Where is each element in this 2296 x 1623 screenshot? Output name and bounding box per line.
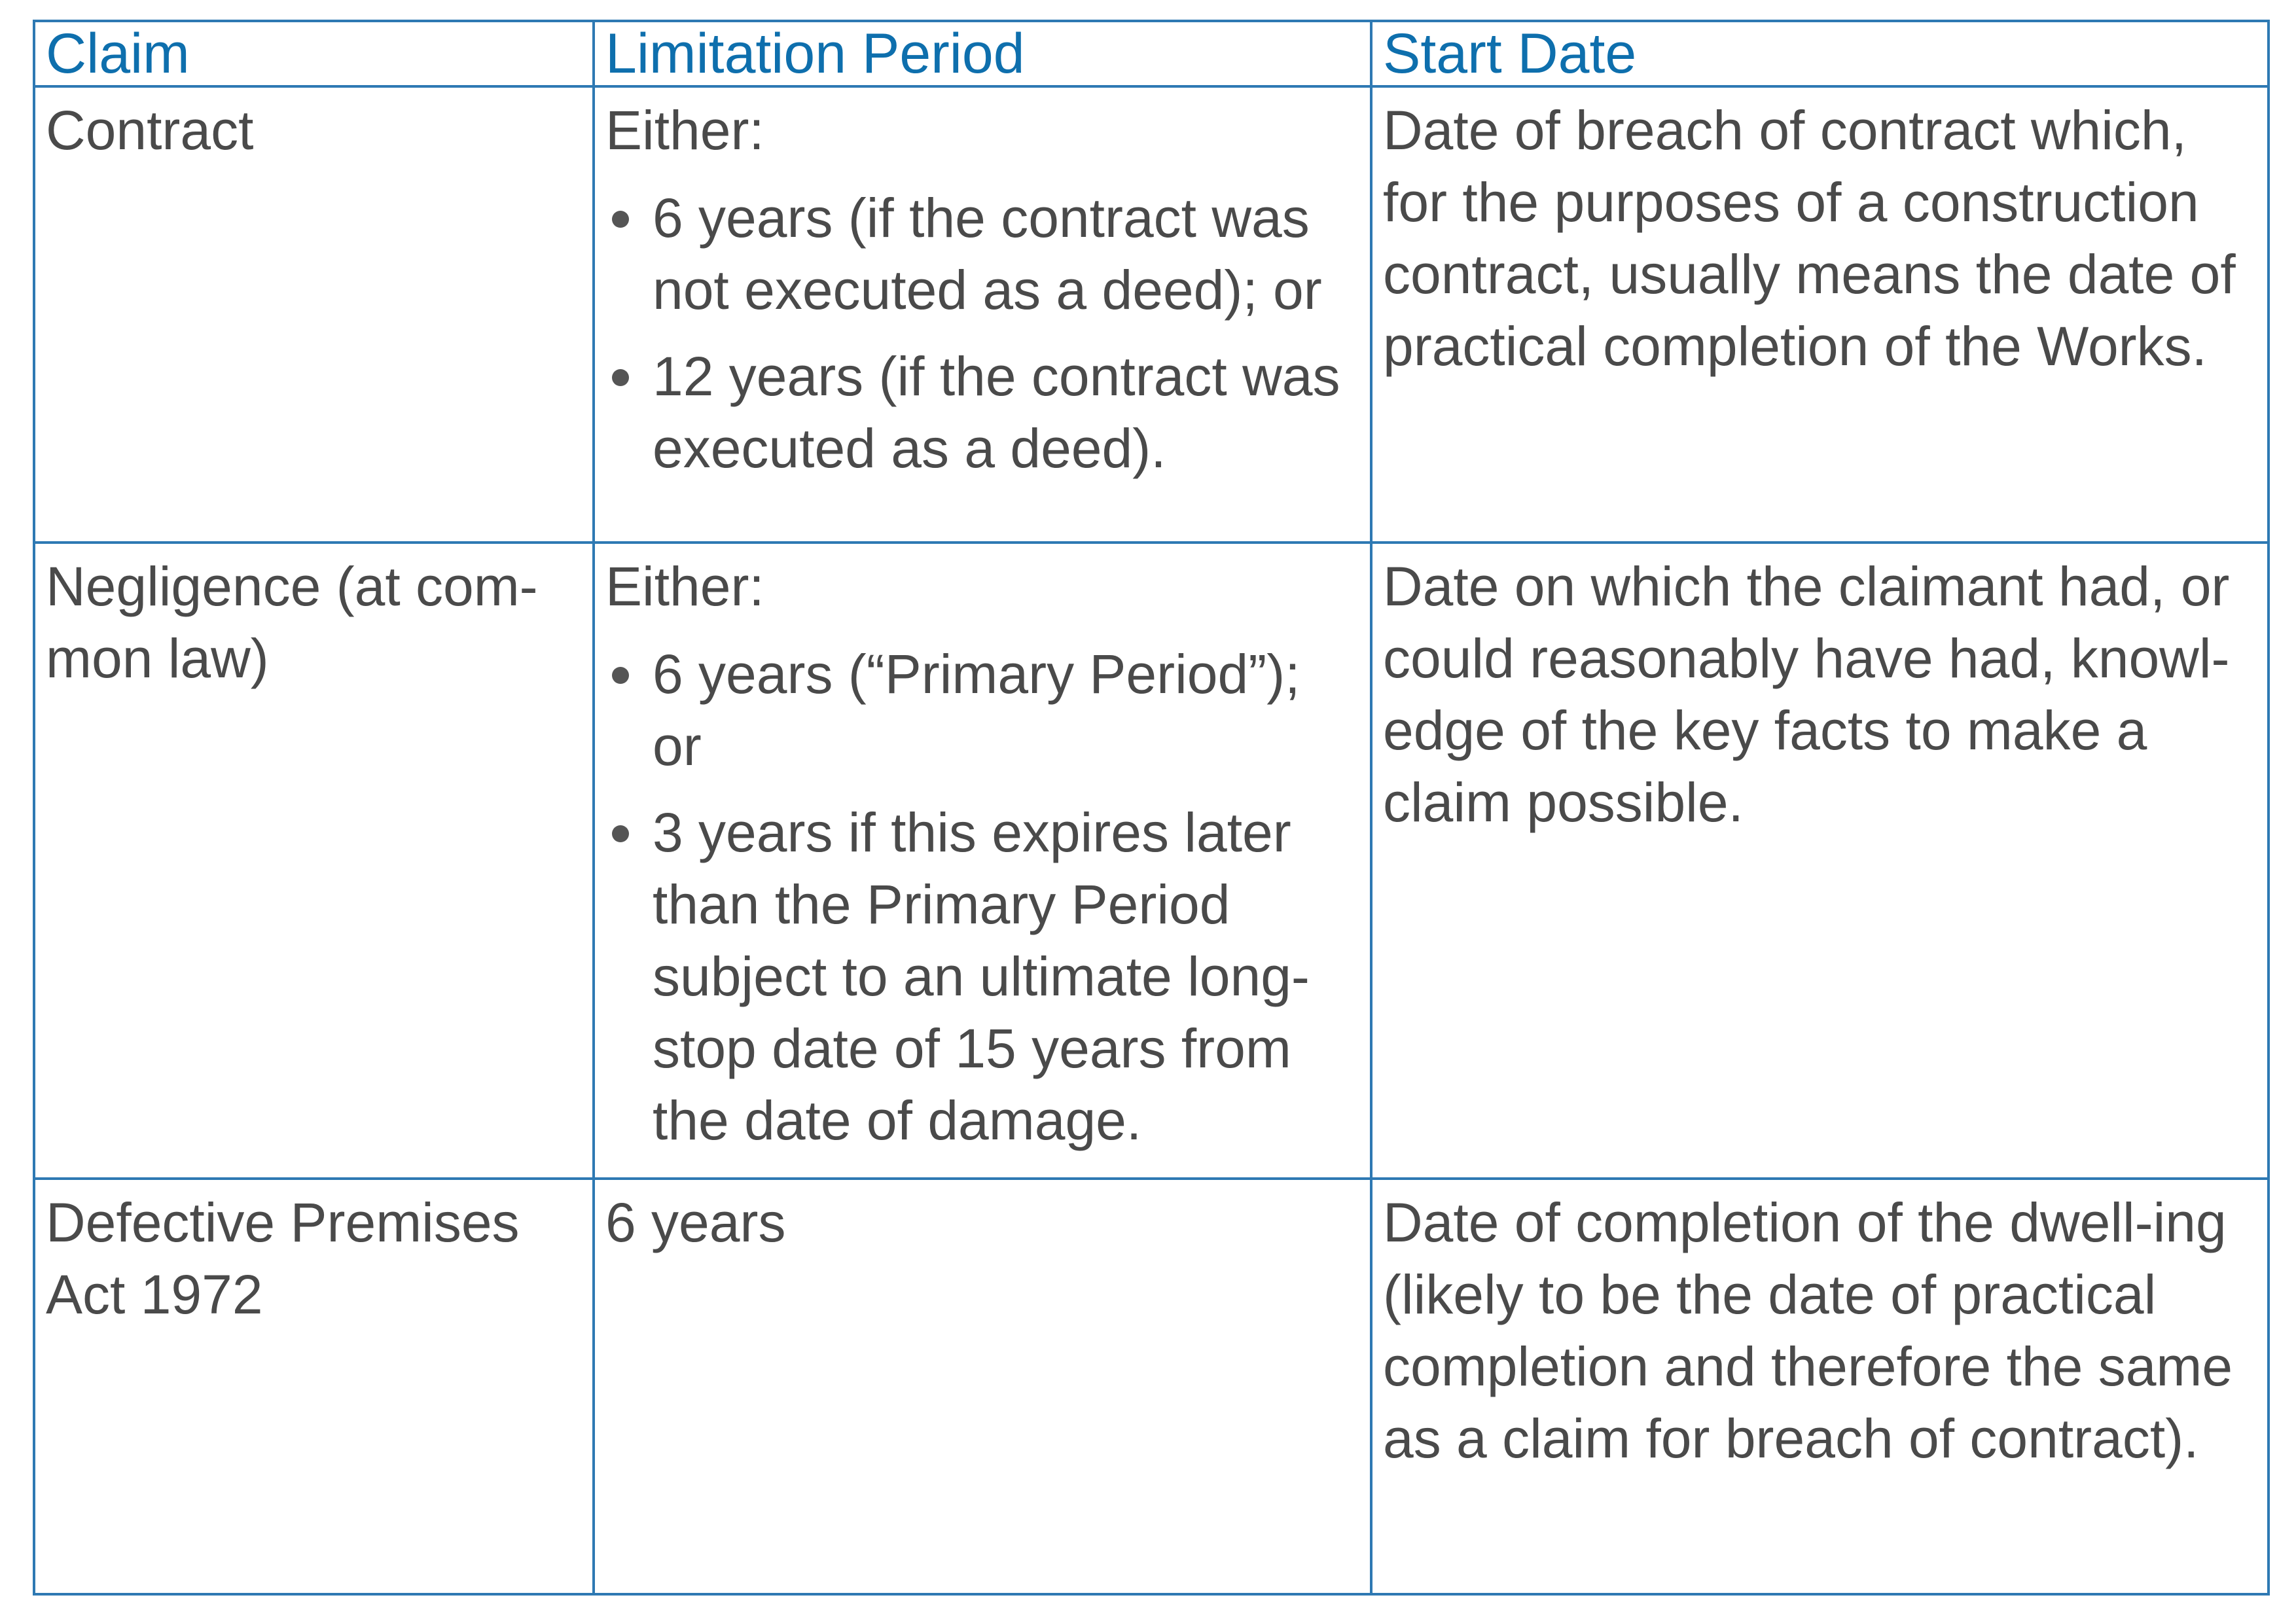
start-date-text: Date of completion of the dwell-ing (likely to be the date of practical completion and therefore the same as a claim for breach of contract). [1383,1192,2233,1469]
period-intro: Either: [605,99,764,161]
start-date-cell [1372,88,2267,544]
period-intro: 6 years [605,1192,786,1253]
bullet-icon [612,211,629,228]
period-bullet: 12 years (if the contract was executed as a deed). [605,340,1361,484]
claim-cell [35,1180,595,1593]
period-cell [595,88,1372,544]
start-date-text: Date of breach of contract which, for the purposes of a construction contract, usually means the date of practical completion of the Works. [1383,99,2236,377]
period-cell [595,1180,1372,1593]
period-intro: Either: [605,556,764,617]
claim-text: Defective Premises Act 1972 [46,1192,520,1325]
header-claim: Claim [35,22,595,88]
bullet-icon [612,825,629,842]
header-start-date: Start Date [1372,22,2267,88]
period-list [605,182,1361,484]
bullet-icon [612,369,629,386]
start-date-cell [1372,544,2267,1180]
period-cell [595,544,1372,1180]
claim-cell [35,544,595,1180]
start-date-cell [1372,1180,2267,1593]
header-limitation-period: Limitation Period [595,22,1372,88]
limitation-table [33,20,2270,1596]
period-bullet: 6 years (if the contract was not executed as a deed); or [605,182,1361,326]
period-bullet: 3 years if this expires later than the Primary Period subject to an ultimate long-stop date of 15 years from the date of damage. [605,796,1361,1156]
start-date-text: Date on which the claimant had, or could reasonably have had, knowl-edge of the key facts to make a claim possible. [1383,556,2230,833]
claim-text: Contract [46,99,254,161]
claim-cell [35,88,595,544]
bullet-icon [612,667,629,684]
period-bullet: 6 years (“Primary Period”); or [605,638,1361,782]
claim-text: Negligence (at com-mon law) [46,556,538,689]
period-list [605,638,1361,1156]
